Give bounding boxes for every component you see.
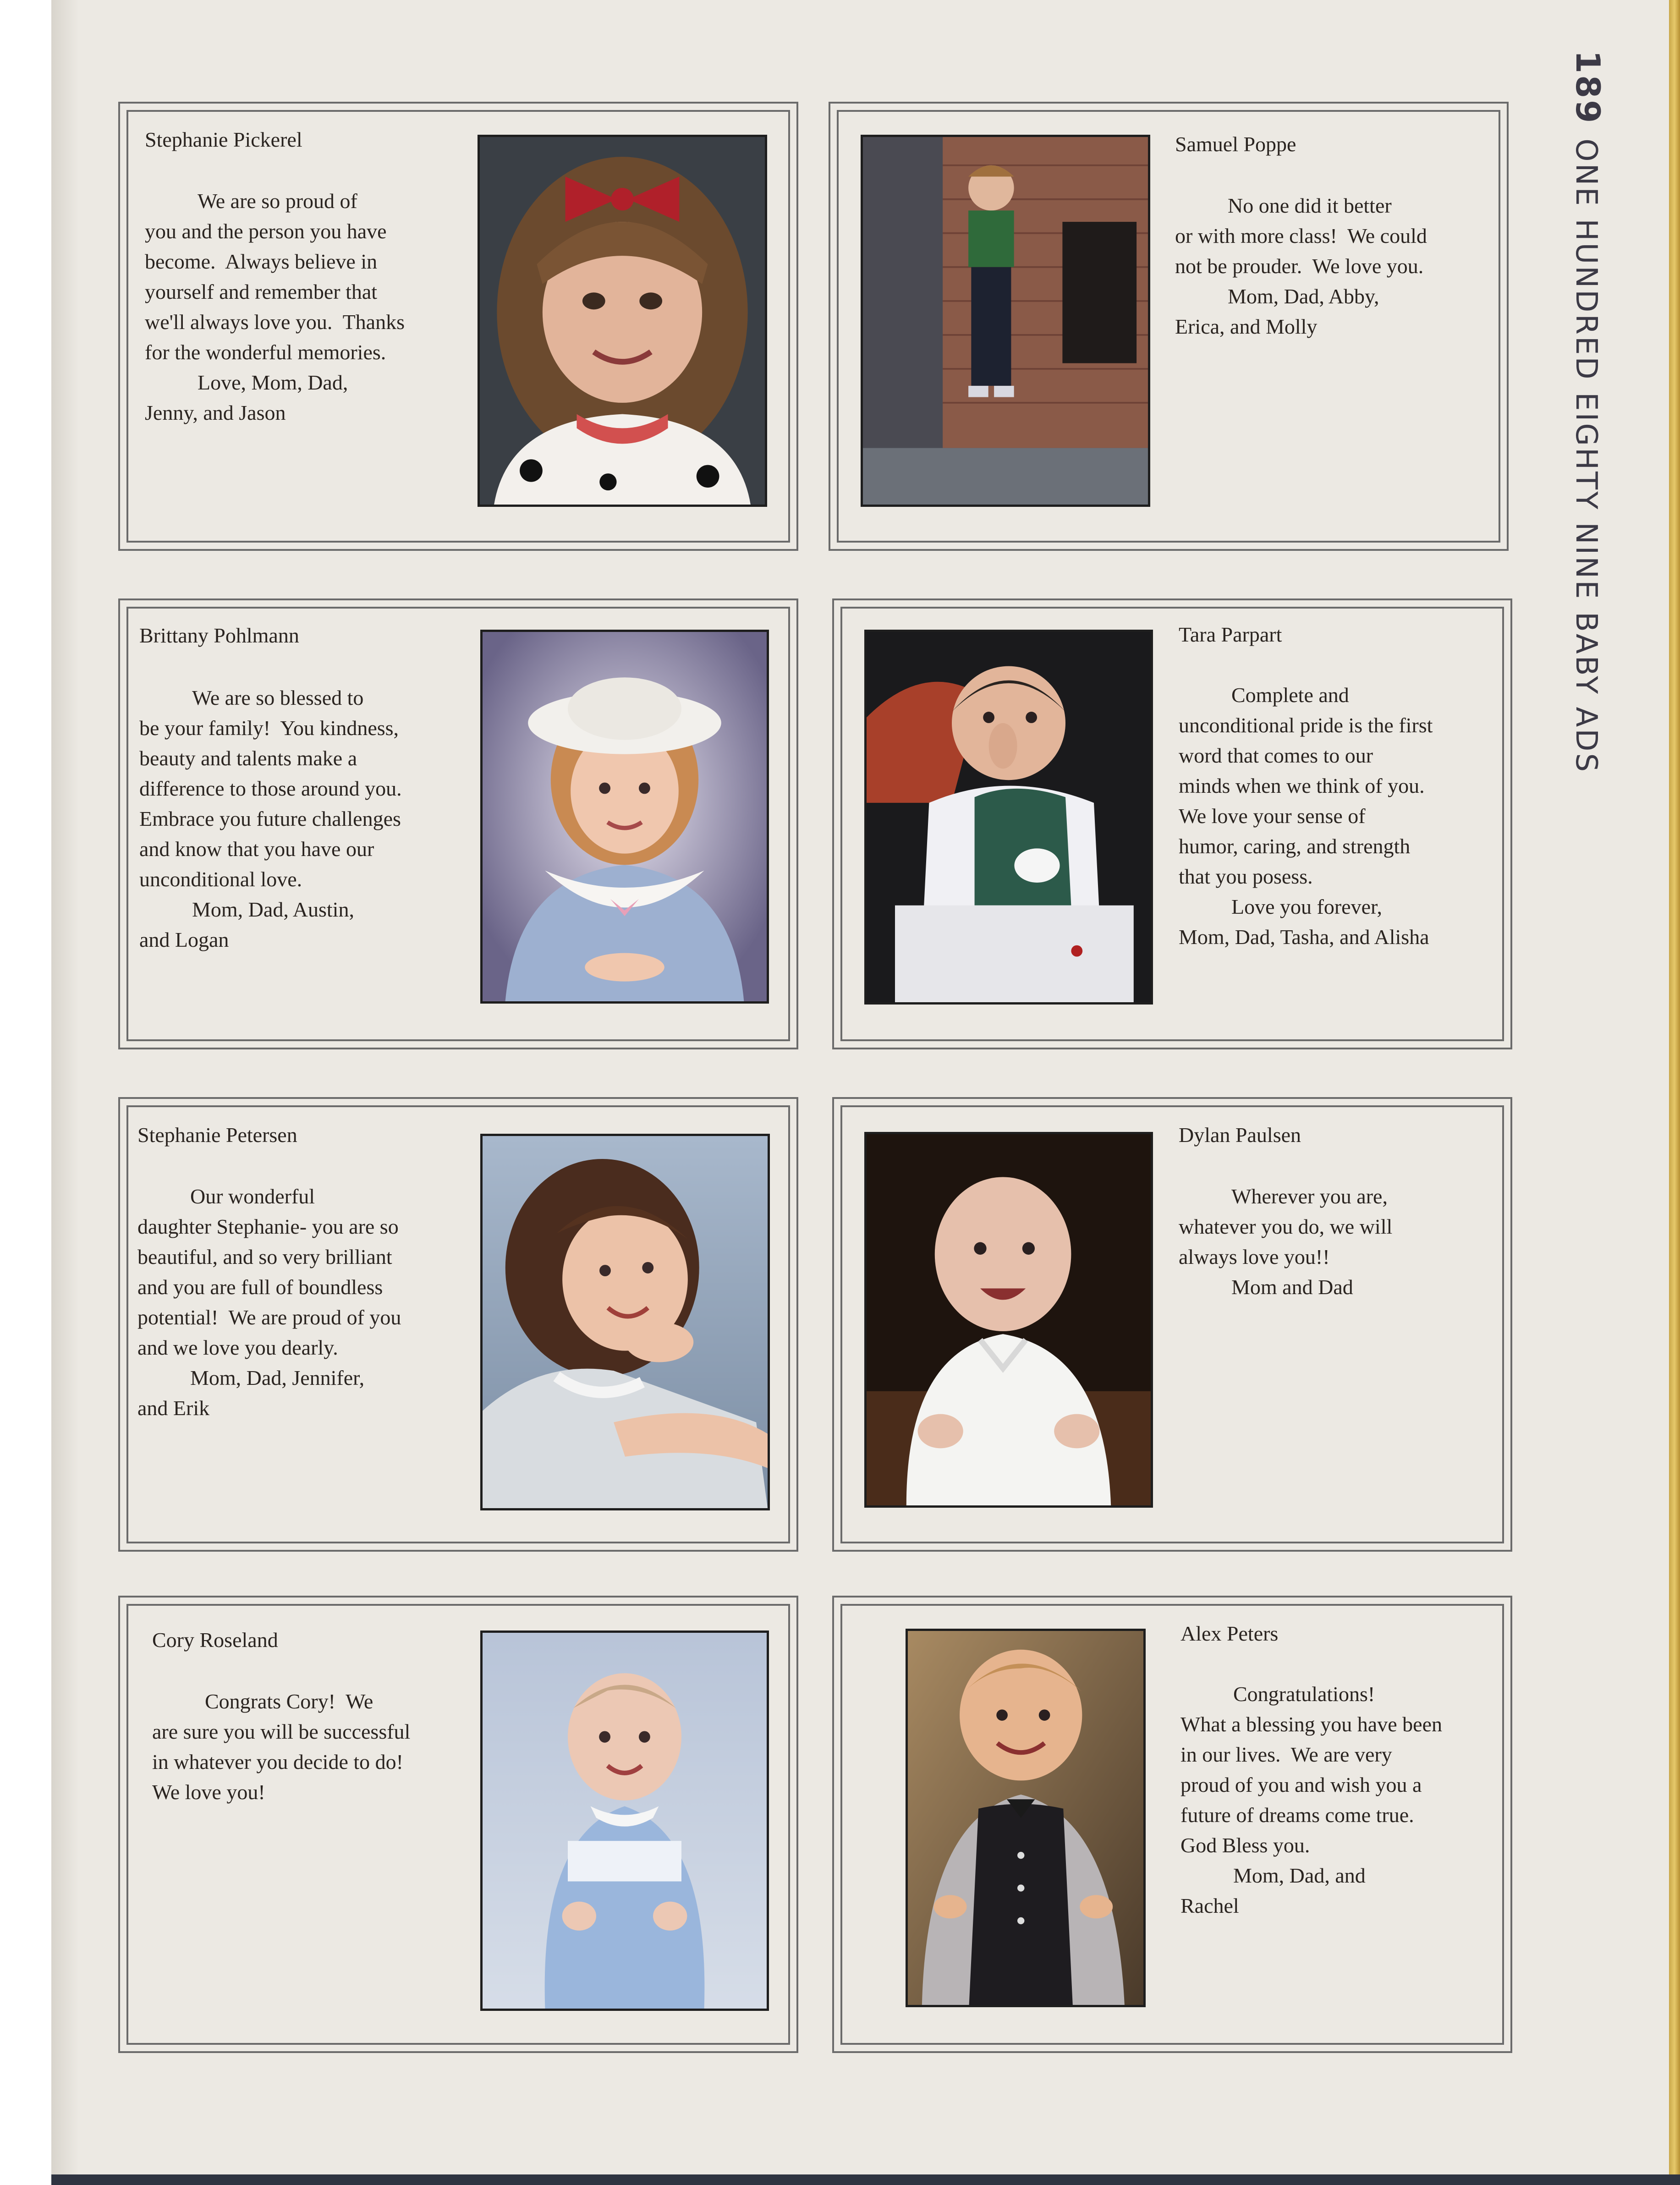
student-name: Tara Parpart [1179,623,1282,646]
photo-baby-highchair [867,632,1151,1002]
student-name: Samuel Poppe [1175,132,1296,156]
student-name: Brittany Pohlmann [139,624,299,647]
baby-photo [480,630,769,1004]
photo-girl-white-hat [483,632,767,1001]
section-title: ONE HUNDRED EIGHTY NINE BABY ADS [1569,138,1603,774]
ad-message: Congrats Cory! We are sure you will be successful in whatever you decide to do! We love you! [152,1690,411,1804]
ad-message: Complete and unconditional pride is the first word that comes to our minds when we think of you. We love your sense of humor, caring, and strength that you posess. Love you forever, Mom, Dad, Tasha, and Alisha [1179,683,1433,949]
photo-toddler-by-fireplace [863,137,1148,505]
baby-photo [861,135,1150,507]
ad-message: Our wonderful daughter Stephanie- you are so beautiful, and so very brilliant and you are full of boundless potential! We are proud of you and we love you dearly. Mom, Dad, Jennifer, and Erik [137,1185,401,1420]
ad-message: Congratulations! What a blessing you have been in our lives. We are very proud of you and wish you a future of dreams come true. God Bless you. Mom, Dad, and Rachel [1180,1682,1442,1917]
baby-ad-card [118,1596,798,2053]
baby-ad-card [118,598,798,1049]
page-header [1569,50,1607,774]
ad-message: We are so proud of you and the person you have become. Always believe in yourself and remember that we'll always love you. Thanks for the wonderful memories. Love, Mom, Dad, Jenny, and Jason [145,189,405,424]
student-name: Stephanie Pickerel [145,128,302,151]
baby-ad-card [829,102,1509,551]
baby-photo [864,630,1153,1005]
baby-ad-card [832,1596,1512,2053]
ad-message: No one did it better or with more class! We could not be prouder. We love you. Mom, Dad, Abby, Erica, and Molly [1175,194,1427,338]
photo-baby-blue-outfit [483,1633,767,2009]
baby-photo [864,1132,1153,1508]
baby-photo [480,1134,770,1510]
student-name: Alex Peters [1180,1622,1279,1645]
scan-margin [0,0,51,2185]
student-name: Stephanie Petersen [137,1123,297,1147]
baby-ad-card [118,1097,798,1552]
ad-message: We are so blessed to be your family! You kindness, beauty and talents make a difference to those around you. Embrace you future challenges and know that you have our unconditional love. Mom, Dad, Austin, and Logan [139,686,402,951]
photo-smiling-baby-white-shirt [867,1134,1151,1505]
baby-ad-card [118,102,798,551]
student-name: Cory Roseland [152,1628,278,1652]
page-edge [1669,0,1680,2185]
page-gutter-shadow [51,0,79,2174]
baby-photo [906,1629,1146,2007]
scan-bottom-edge [51,2174,1680,2185]
photo-toddler-vest [908,1631,1143,2005]
baby-photo [480,1631,769,2011]
ad-message: Wherever you are, whatever you do, we will always love you!! Mom and Dad [1179,1185,1393,1299]
page-header-text [1568,50,1606,774]
photo-girl-red-bow [480,137,765,505]
student-name: Dylan Paulsen [1179,1123,1301,1147]
photo-girl-chin-on-hand [483,1136,768,1508]
baby-ad-card [832,598,1512,1049]
page-number: 189 [1569,50,1607,125]
baby-photo [478,135,767,507]
baby-ad-card [832,1097,1512,1552]
